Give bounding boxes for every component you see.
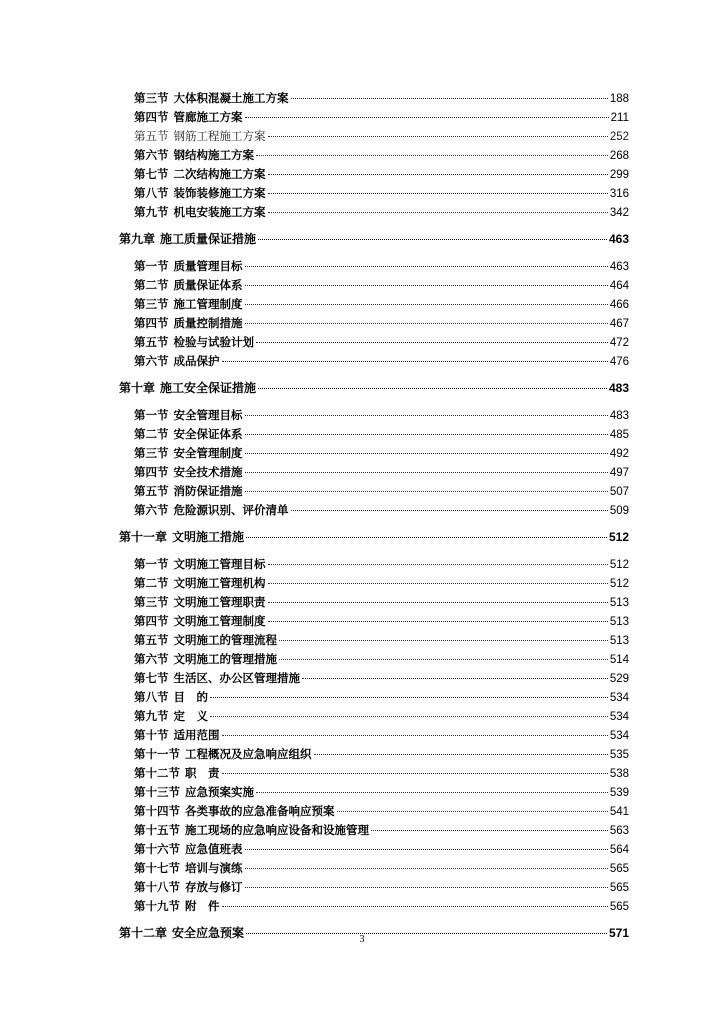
toc-entry-page: 513 (609, 616, 629, 628)
toc-entry-page: 541 (609, 806, 629, 818)
toc-entry-page: 565 (609, 863, 629, 875)
toc-entry-page: 534 (609, 730, 629, 742)
dot-leader (222, 735, 608, 736)
toc-section-entry[interactable] (134, 146, 629, 165)
toc-entry-number: 第四节 (134, 110, 169, 124)
toc-entry-label (134, 555, 266, 574)
toc-entry-number: 第十七节 (134, 861, 180, 875)
dot-leader (268, 193, 608, 194)
toc-chapter-entry[interactable] (119, 379, 629, 398)
toc-section-entry[interactable] (134, 574, 629, 593)
toc-section-entry[interactable] (134, 89, 629, 108)
toc-entry-number: 第五节 (134, 484, 169, 498)
toc-entry-number: 第十章 (119, 381, 156, 395)
toc-entry-label (134, 669, 300, 688)
toc-entry-label (134, 108, 243, 127)
toc-section-entry[interactable] (134, 631, 629, 650)
toc-section-entry[interactable] (134, 425, 629, 444)
toc-entry-title: 安全管理制度 (173, 446, 243, 460)
toc-entry-title: 适用范围 (173, 728, 220, 742)
toc-entry-page: 539 (609, 787, 629, 799)
toc-entry-label (134, 821, 369, 840)
toc-entry-title: 检验与试验计划 (173, 335, 254, 349)
dot-leader (268, 174, 608, 175)
toc-section-entry[interactable] (134, 783, 629, 802)
toc-entry-title: 应急值班表 (185, 842, 243, 856)
toc-entry-title: 生活区、办公区管理措施 (173, 671, 300, 685)
toc-section-entry[interactable] (134, 878, 629, 897)
toc-entry-title: 培训与演练 (185, 861, 243, 875)
toc-entry-title: 成品保护 (173, 354, 220, 368)
toc-section-entry[interactable] (134, 463, 629, 482)
toc-entry-label (134, 482, 243, 501)
toc-entry-page: 507 (609, 486, 629, 498)
toc-entry-number: 第三节 (134, 91, 169, 105)
toc-entry-page: 466 (609, 299, 629, 311)
toc-entry-title: 施工现场的应急响应设备和设施管理 (185, 823, 369, 837)
toc-entry-page: 483 (609, 410, 629, 422)
toc-section-entry[interactable] (134, 333, 629, 352)
toc-entry-title: 文明施工的管理流程 (173, 633, 277, 647)
toc-entry-number: 第十二节 (134, 766, 180, 780)
dot-leader (337, 811, 608, 812)
toc-entry-label (134, 276, 243, 295)
toc-section-entry[interactable] (134, 593, 629, 612)
toc-section-entry[interactable] (134, 501, 629, 520)
toc-entry-label (134, 184, 266, 203)
toc-entry-number: 第十四节 (134, 804, 180, 818)
toc-entry-page: 509 (609, 505, 629, 517)
dot-leader (245, 887, 608, 888)
toc-entry-page: 497 (609, 467, 629, 479)
toc-entry-title: 危险源识别、评价清单 (173, 503, 289, 517)
dot-leader (245, 491, 608, 492)
toc-entry-page: 485 (609, 429, 629, 441)
dot-leader (302, 678, 608, 679)
toc-entry-page: 512 (609, 578, 629, 590)
dot-leader (246, 537, 607, 538)
toc-entry-number: 第二节 (134, 278, 169, 292)
toc-entry-title: 文明施工的管理措施 (173, 652, 277, 666)
toc-entry-page: 467 (609, 318, 629, 330)
toc-entry-number: 第十九节 (134, 899, 180, 913)
toc-entry-number: 第十一节 (134, 747, 180, 761)
toc-entry-number: 第二节 (134, 427, 169, 441)
toc-entry-label (134, 897, 220, 916)
toc-entry-number: 第九节 (134, 205, 169, 219)
toc-entry-number: 第六节 (134, 354, 169, 368)
dot-leader (245, 117, 609, 118)
toc-entry-number: 第三节 (134, 595, 169, 609)
toc-section-entry[interactable] (134, 650, 629, 669)
toc-entry-number: 第一节 (134, 259, 169, 273)
toc-entry-title: 钢筋工程施工方案 (173, 129, 266, 143)
dot-leader (222, 361, 608, 362)
toc-section-entry[interactable] (134, 612, 629, 631)
toc-entry-label (134, 444, 243, 463)
dot-leader (210, 697, 608, 698)
dot-leader (279, 659, 608, 660)
dot-leader (268, 602, 608, 603)
toc-entry-page: 342 (609, 207, 629, 219)
toc-entry-page: 571 (608, 926, 629, 940)
dot-leader (222, 773, 608, 774)
toc-section-entry[interactable] (134, 184, 629, 203)
toc-section-entry[interactable] (134, 859, 629, 878)
toc-entry-label (134, 802, 335, 821)
toc-entry-page: 512 (608, 530, 629, 544)
dot-leader (245, 304, 608, 305)
toc-section-entry[interactable] (134, 802, 629, 821)
toc-entry-title: 质量控制措施 (173, 316, 243, 330)
toc-entry-title: 安全应急预案 (172, 926, 245, 940)
toc-entry-label (134, 631, 277, 650)
toc-section-entry[interactable] (134, 688, 629, 707)
toc-section-entry[interactable] (134, 406, 629, 425)
toc-entry-label (134, 203, 266, 222)
toc-entry-page: 472 (609, 337, 629, 349)
toc-entry-label (119, 379, 256, 398)
dot-leader (268, 212, 608, 213)
toc-entry-label (134, 878, 243, 897)
toc-entry-title: 各类事故的应急准备响应预案 (185, 804, 335, 818)
toc-section-entry[interactable] (134, 555, 629, 574)
toc-section-entry[interactable] (134, 726, 629, 745)
dot-leader (258, 239, 607, 240)
toc-entry-page: 464 (609, 280, 629, 292)
toc-entry-title: 机电安装施工方案 (173, 205, 266, 219)
toc-entry-label (134, 745, 312, 764)
toc-entry-page: 512 (609, 559, 629, 571)
toc-entry-title: 二次结构施工方案 (173, 167, 266, 181)
toc-section-entry[interactable] (134, 707, 629, 726)
toc-entry-title: 文明施工管理机构 (173, 576, 266, 590)
toc-entry-label (134, 352, 220, 371)
toc-entry-label (134, 127, 266, 146)
toc-entry-page: 299 (609, 169, 629, 181)
toc-entry-title: 文明施工措施 (172, 530, 245, 544)
toc-entry-title: 文明施工管理目标 (173, 557, 266, 571)
toc-entry-label (134, 146, 254, 165)
toc-section-entry[interactable] (134, 165, 629, 184)
toc-entry-page: 188 (609, 93, 629, 105)
dot-leader (268, 564, 608, 565)
toc-entry-label (119, 528, 244, 547)
toc-entry-number: 第五节 (134, 129, 169, 143)
toc-section-entry[interactable] (134, 821, 629, 840)
toc-entry-label (134, 783, 254, 802)
toc-entry-number: 第五节 (134, 633, 169, 647)
toc-entry-number: 第二节 (134, 576, 169, 590)
dot-leader (268, 136, 608, 137)
toc-entry-label (119, 230, 256, 249)
toc-entry-page: 534 (609, 692, 629, 704)
toc-entry-number: 第十三节 (134, 785, 180, 799)
toc-entry-label (134, 314, 243, 333)
toc-entry-page: 535 (609, 749, 629, 761)
toc-entry-page: 564 (609, 844, 629, 856)
toc-entry-number: 第一节 (134, 408, 169, 422)
toc-section-entry[interactable] (134, 669, 629, 688)
toc-entry-page: 476 (609, 356, 629, 368)
toc-entry-number: 第十一章 (119, 530, 168, 544)
toc-entry-number: 第七节 (134, 167, 169, 181)
toc-entry-label (134, 406, 243, 425)
toc-entry-title: 职 责 (185, 766, 220, 780)
toc-entry-page: 565 (609, 901, 629, 913)
toc-entry-page: 565 (609, 882, 629, 894)
toc-entry-title: 附 件 (185, 899, 220, 913)
toc-entry-page: 463 (609, 261, 629, 273)
toc-entry-title: 大体积混凝土施工方案 (173, 91, 289, 105)
toc-entry-title: 安全技术措施 (173, 465, 243, 479)
toc-section-entry[interactable] (134, 257, 629, 276)
toc-entry-number: 第三节 (134, 297, 169, 311)
page-number: 3 (359, 934, 365, 945)
dot-leader (268, 583, 608, 584)
toc-entry-page: 534 (609, 711, 629, 723)
dot-leader (245, 415, 608, 416)
toc-entry-page: 463 (608, 232, 629, 246)
toc-entry-number: 第四节 (134, 614, 169, 628)
toc-entry-number: 第四节 (134, 465, 169, 479)
toc-chapter-entry[interactable] (119, 528, 629, 547)
toc-entry-number: 第四节 (134, 316, 169, 330)
toc-section-entry[interactable] (134, 444, 629, 463)
dot-leader (245, 472, 608, 473)
toc-entry-title: 施工管理制度 (173, 297, 243, 311)
dot-leader (291, 510, 608, 511)
toc-entry-title: 管廊施工方案 (173, 110, 243, 124)
toc-entry-title: 应急预案实施 (185, 785, 254, 799)
toc-chapter-entry[interactable] (119, 230, 629, 249)
toc-section-entry[interactable] (134, 127, 629, 146)
toc-entry-label (134, 333, 254, 352)
toc-entry-number: 第七节 (134, 671, 169, 685)
toc-entry-title: 施工安全保证措施 (160, 381, 257, 395)
toc-entry-label (134, 707, 208, 726)
toc-entry-label (134, 257, 243, 276)
toc-entry-number: 第十六节 (134, 842, 180, 856)
dot-leader (279, 640, 608, 641)
toc-entry-label (134, 501, 289, 520)
toc-entry-label (134, 295, 243, 314)
toc-entry-title: 目 的 (173, 690, 208, 704)
toc-entry-page: 492 (609, 448, 629, 460)
toc-entry-number: 第十八节 (134, 880, 180, 894)
toc-entry-title: 施工质量保证措施 (160, 232, 257, 246)
dot-leader (245, 453, 608, 454)
toc-entry-title: 定 义 (173, 709, 208, 723)
dot-leader (245, 849, 608, 850)
toc-section-entry[interactable] (134, 352, 629, 371)
toc-section-entry[interactable] (134, 482, 629, 501)
toc-entry-title: 消防保证措施 (173, 484, 243, 498)
toc-entry-label (134, 612, 266, 631)
toc-entry-number: 第三节 (134, 446, 169, 460)
toc-entry-label (134, 726, 220, 745)
dot-leader (256, 792, 608, 793)
toc-entry-page: 211 (610, 112, 629, 124)
toc-entry-title: 质量管理目标 (173, 259, 243, 273)
dot-leader (245, 266, 608, 267)
toc-entry-page: 529 (609, 673, 629, 685)
toc-entry-label (134, 593, 266, 612)
toc-entry-title: 钢结构施工方案 (173, 148, 254, 162)
dot-leader (258, 388, 607, 389)
toc-entry-page: 513 (609, 597, 629, 609)
toc-entry-number: 第五节 (134, 335, 169, 349)
toc-entry-number: 第九节 (134, 709, 169, 723)
toc-entry-title: 存放与修订 (185, 880, 243, 894)
toc-entry-label (134, 650, 277, 669)
toc-entry-number: 第一节 (134, 557, 169, 571)
dot-leader (256, 155, 608, 156)
toc-entry-page: 513 (609, 635, 629, 647)
toc-entry-number: 第十二章 (119, 926, 168, 940)
toc-entry-page: 483 (608, 381, 629, 395)
toc-entry-number: 第六节 (134, 503, 169, 517)
toc-section-entry[interactable] (134, 295, 629, 314)
toc-section-entry[interactable] (134, 203, 629, 222)
toc-entry-title: 安全管理目标 (173, 408, 243, 422)
dot-leader (245, 323, 608, 324)
dot-leader (245, 434, 608, 435)
toc-section-entry[interactable] (134, 314, 629, 333)
dot-leader (371, 830, 608, 831)
dot-leader (291, 98, 608, 99)
dot-leader (256, 342, 608, 343)
toc-entry-title: 文明施工管理制度 (173, 614, 266, 628)
toc-entry-label (134, 574, 266, 593)
toc-entry-number: 第十五节 (134, 823, 180, 837)
dot-leader (222, 906, 608, 907)
toc-entry-page: 316 (609, 188, 629, 200)
toc-entry-title: 文明施工管理职责 (173, 595, 266, 609)
toc-entry-title: 安全保证体系 (173, 427, 243, 441)
toc-section-entry[interactable] (134, 764, 629, 783)
dot-leader (245, 285, 608, 286)
toc-entry-label (134, 425, 243, 444)
toc-entry-label (134, 764, 220, 783)
toc-entry-number: 第八节 (134, 186, 169, 200)
toc-entry-title: 工程概况及应急响应组织 (185, 747, 312, 761)
toc-entry-number: 第九章 (119, 232, 156, 246)
toc-entry-title: 质量保证体系 (173, 278, 243, 292)
toc-entry-number: 第八节 (134, 690, 169, 704)
toc-section-entry[interactable] (134, 840, 629, 859)
toc-section-entry[interactable] (134, 897, 629, 916)
toc-entry-page: 538 (609, 768, 629, 780)
toc-entry-number: 第十节 (134, 728, 169, 742)
toc-section-entry[interactable] (134, 745, 629, 764)
toc-entry-label (134, 89, 289, 108)
toc-entry-label (134, 688, 208, 707)
toc-entry-page: 563 (609, 825, 629, 837)
dot-leader (268, 621, 608, 622)
dot-leader (314, 754, 608, 755)
toc-entry-page: 252 (609, 131, 629, 143)
toc-section-entry[interactable] (134, 108, 629, 127)
dot-leader (210, 716, 608, 717)
toc-entry-number: 第六节 (134, 652, 169, 666)
toc-entry-label (134, 859, 243, 878)
toc-entry-label (134, 165, 266, 184)
toc-entry-page: 514 (609, 654, 629, 666)
toc-entry-label (134, 840, 243, 859)
toc-entry-number: 第六节 (134, 148, 169, 162)
toc-entry-page: 268 (609, 150, 629, 162)
toc-entry-label (134, 463, 243, 482)
toc-section-entry[interactable] (134, 276, 629, 295)
dot-leader (245, 868, 608, 869)
toc-entry-title: 装饰装修施工方案 (173, 186, 266, 200)
